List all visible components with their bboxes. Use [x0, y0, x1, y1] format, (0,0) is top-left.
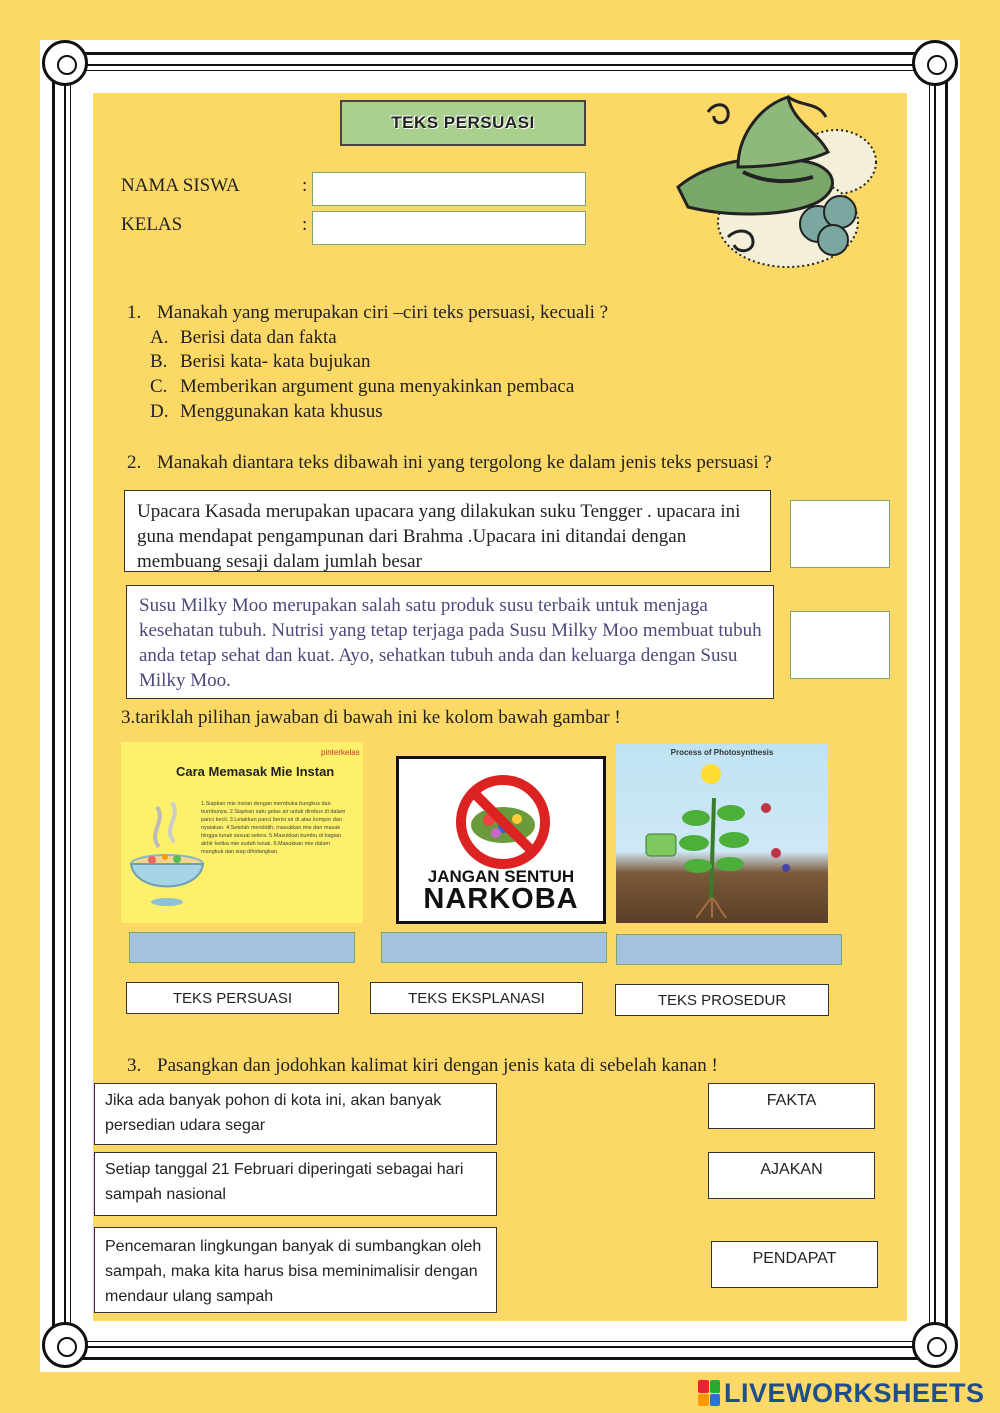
- q2-answer-box-1[interactable]: [790, 500, 890, 568]
- choice-teks-eksplanasi[interactable]: TEKS EKSPLANASI: [370, 982, 583, 1014]
- image-jangan-sentuh-narkoba: [396, 756, 606, 924]
- image-mie-steps: 1.Siapkan mie instan dengan membuka bungkus dan bumbunya. 2.Siapkan satu gelas air untuk direbus di dalam panci kecil. 3.Letakkan panci berisi air di atas kompor dan nyalakan. 4.Setelah mendidih, masukkan mie dan masak hingga lunak sesuai selera. 5.Masukkan bumbu di bagian akhir ketika mie sudah lunak. 6.Masukkan mie dalam mangkuk dan siap dihidangkan.: [201, 801, 346, 855]
- image-brand-label: pinterkelas: [321, 748, 360, 757]
- field-label-kelas: KELAS: [121, 214, 183, 235]
- worksheet-title: TEKS PERSUASI: [391, 113, 535, 132]
- field-label-nama-siswa: NAMA SISWA: [121, 175, 240, 196]
- q1-option-c[interactable]: Memberikan argument guna menyakinkan pembaca: [180, 376, 575, 397]
- q2-passage-milky-moo: Susu Milky Moo merupakan salah satu produk susu terbaik untuk menjaga kesehatan tubuh. Nutrisi yang tetap terjaga pada Susu Milky Moo membuat tubuh anda tetap sehat dan kuat. Ayo, sehatkan tubuh anda dan keluarga dengan Susu Milky Moo.: [126, 585, 774, 699]
- q1-option-d-letter: D.: [150, 401, 169, 422]
- q2-passage-kasada: Upacara Kasada merupakan upacara yang dilakukan suku Tengger . upacara ini guna mendapat pengampunan dari Brahma .Upacara ini ditandai dengan membuang sesaji dalam jumlah besar: [124, 490, 771, 572]
- match-sentence-2[interactable]: Setiap tanggal 21 Februari diperingati sebagai hari sampah nasional: [94, 1152, 497, 1216]
- frame-corner-ornament-icon: [912, 40, 958, 86]
- q1-option-a[interactable]: Berisi data dan fakta: [180, 327, 337, 348]
- match-type-pendapat[interactable]: PENDAPAT: [711, 1241, 878, 1288]
- prohibited-drugs-icon: [449, 775, 557, 869]
- match-type-fakta[interactable]: FAKTA: [708, 1083, 875, 1129]
- match-type-ajakan[interactable]: AJAKAN: [708, 1152, 875, 1199]
- q1-option-c-letter: C.: [150, 376, 168, 397]
- q3a-instruction: 3.tariklah pilihan jawaban di bawah ini ke kolom bawah gambar !: [121, 707, 621, 728]
- frame-corner-ornament-icon: [42, 40, 88, 86]
- q1-option-b-letter: B.: [150, 351, 168, 372]
- choice-teks-persuasi[interactable]: TEKS PERSUASI: [126, 982, 339, 1014]
- match-sentence-3[interactable]: Pencemaran lingkungan banyak di sumbangkan oleh sampah, maka kita harus bisa meminimalisir dengan mendaur ulang sampah: [94, 1227, 497, 1313]
- liveworksheets-logo-icon: [698, 1380, 720, 1406]
- q1-option-d[interactable]: Menggunakan kata khusus: [180, 401, 383, 422]
- image-mie-instan: [121, 742, 363, 923]
- frame-corner-ornament-icon: [912, 1322, 958, 1368]
- liveworksheets-brand-text: LIVEWORKSHEETS: [724, 1377, 985, 1408]
- narkoba-line2: NARKOBA: [423, 883, 579, 915]
- choice-teks-prosedur[interactable]: TEKS PROSEDUR: [615, 984, 829, 1016]
- plant-sun-icon: [636, 758, 811, 918]
- kelas-input[interactable]: [312, 211, 586, 245]
- frame-corner-ornament-icon: [42, 1322, 88, 1368]
- q1-option-a-letter: A.: [150, 327, 169, 348]
- q3b-number: 3.: [127, 1055, 142, 1076]
- q1-option-b[interactable]: Berisi kata- kata bujukan: [180, 351, 371, 372]
- image-mie-heading: Cara Memasak Mie Instan: [176, 764, 335, 779]
- drop-zone-3[interactable]: [616, 934, 842, 965]
- noodle-bowl-icon: [127, 802, 205, 912]
- q1-text: Manakah yang merupakan ciri –ciri teks persuasi, kecuali ?: [157, 302, 609, 323]
- narkoba-line1: JANGAN SENTUH: [427, 867, 575, 886]
- q1-number: 1.: [127, 302, 142, 323]
- worksheet-title-box: [340, 100, 586, 146]
- q3b-text: Pasangkan dan jodohkan kalimat kiri dengan jenis kata di sebelah kanan !: [157, 1055, 718, 1076]
- image-photosynthesis-heading: Process of Photosynthesis: [670, 748, 774, 757]
- q2-text: Manakah diantara teks dibawah ini yang tergolong ke dalam jenis teks persuasi ?: [157, 452, 772, 473]
- q2-answer-box-2[interactable]: [790, 611, 890, 679]
- image-photosynthesis: [616, 744, 828, 923]
- drop-zone-1[interactable]: [129, 932, 355, 963]
- field-colon: :: [302, 175, 308, 196]
- hat-clipart-icon: [668, 92, 883, 282]
- drop-zone-2[interactable]: [381, 932, 607, 963]
- nama-siswa-input[interactable]: [312, 172, 586, 206]
- field-colon: :: [302, 214, 308, 235]
- match-sentence-1[interactable]: Jika ada banyak pohon di kota ini, akan banyak persedian udara segar: [94, 1083, 497, 1145]
- q2-number: 2.: [127, 452, 142, 473]
- liveworksheets-logo: [698, 1376, 985, 1410]
